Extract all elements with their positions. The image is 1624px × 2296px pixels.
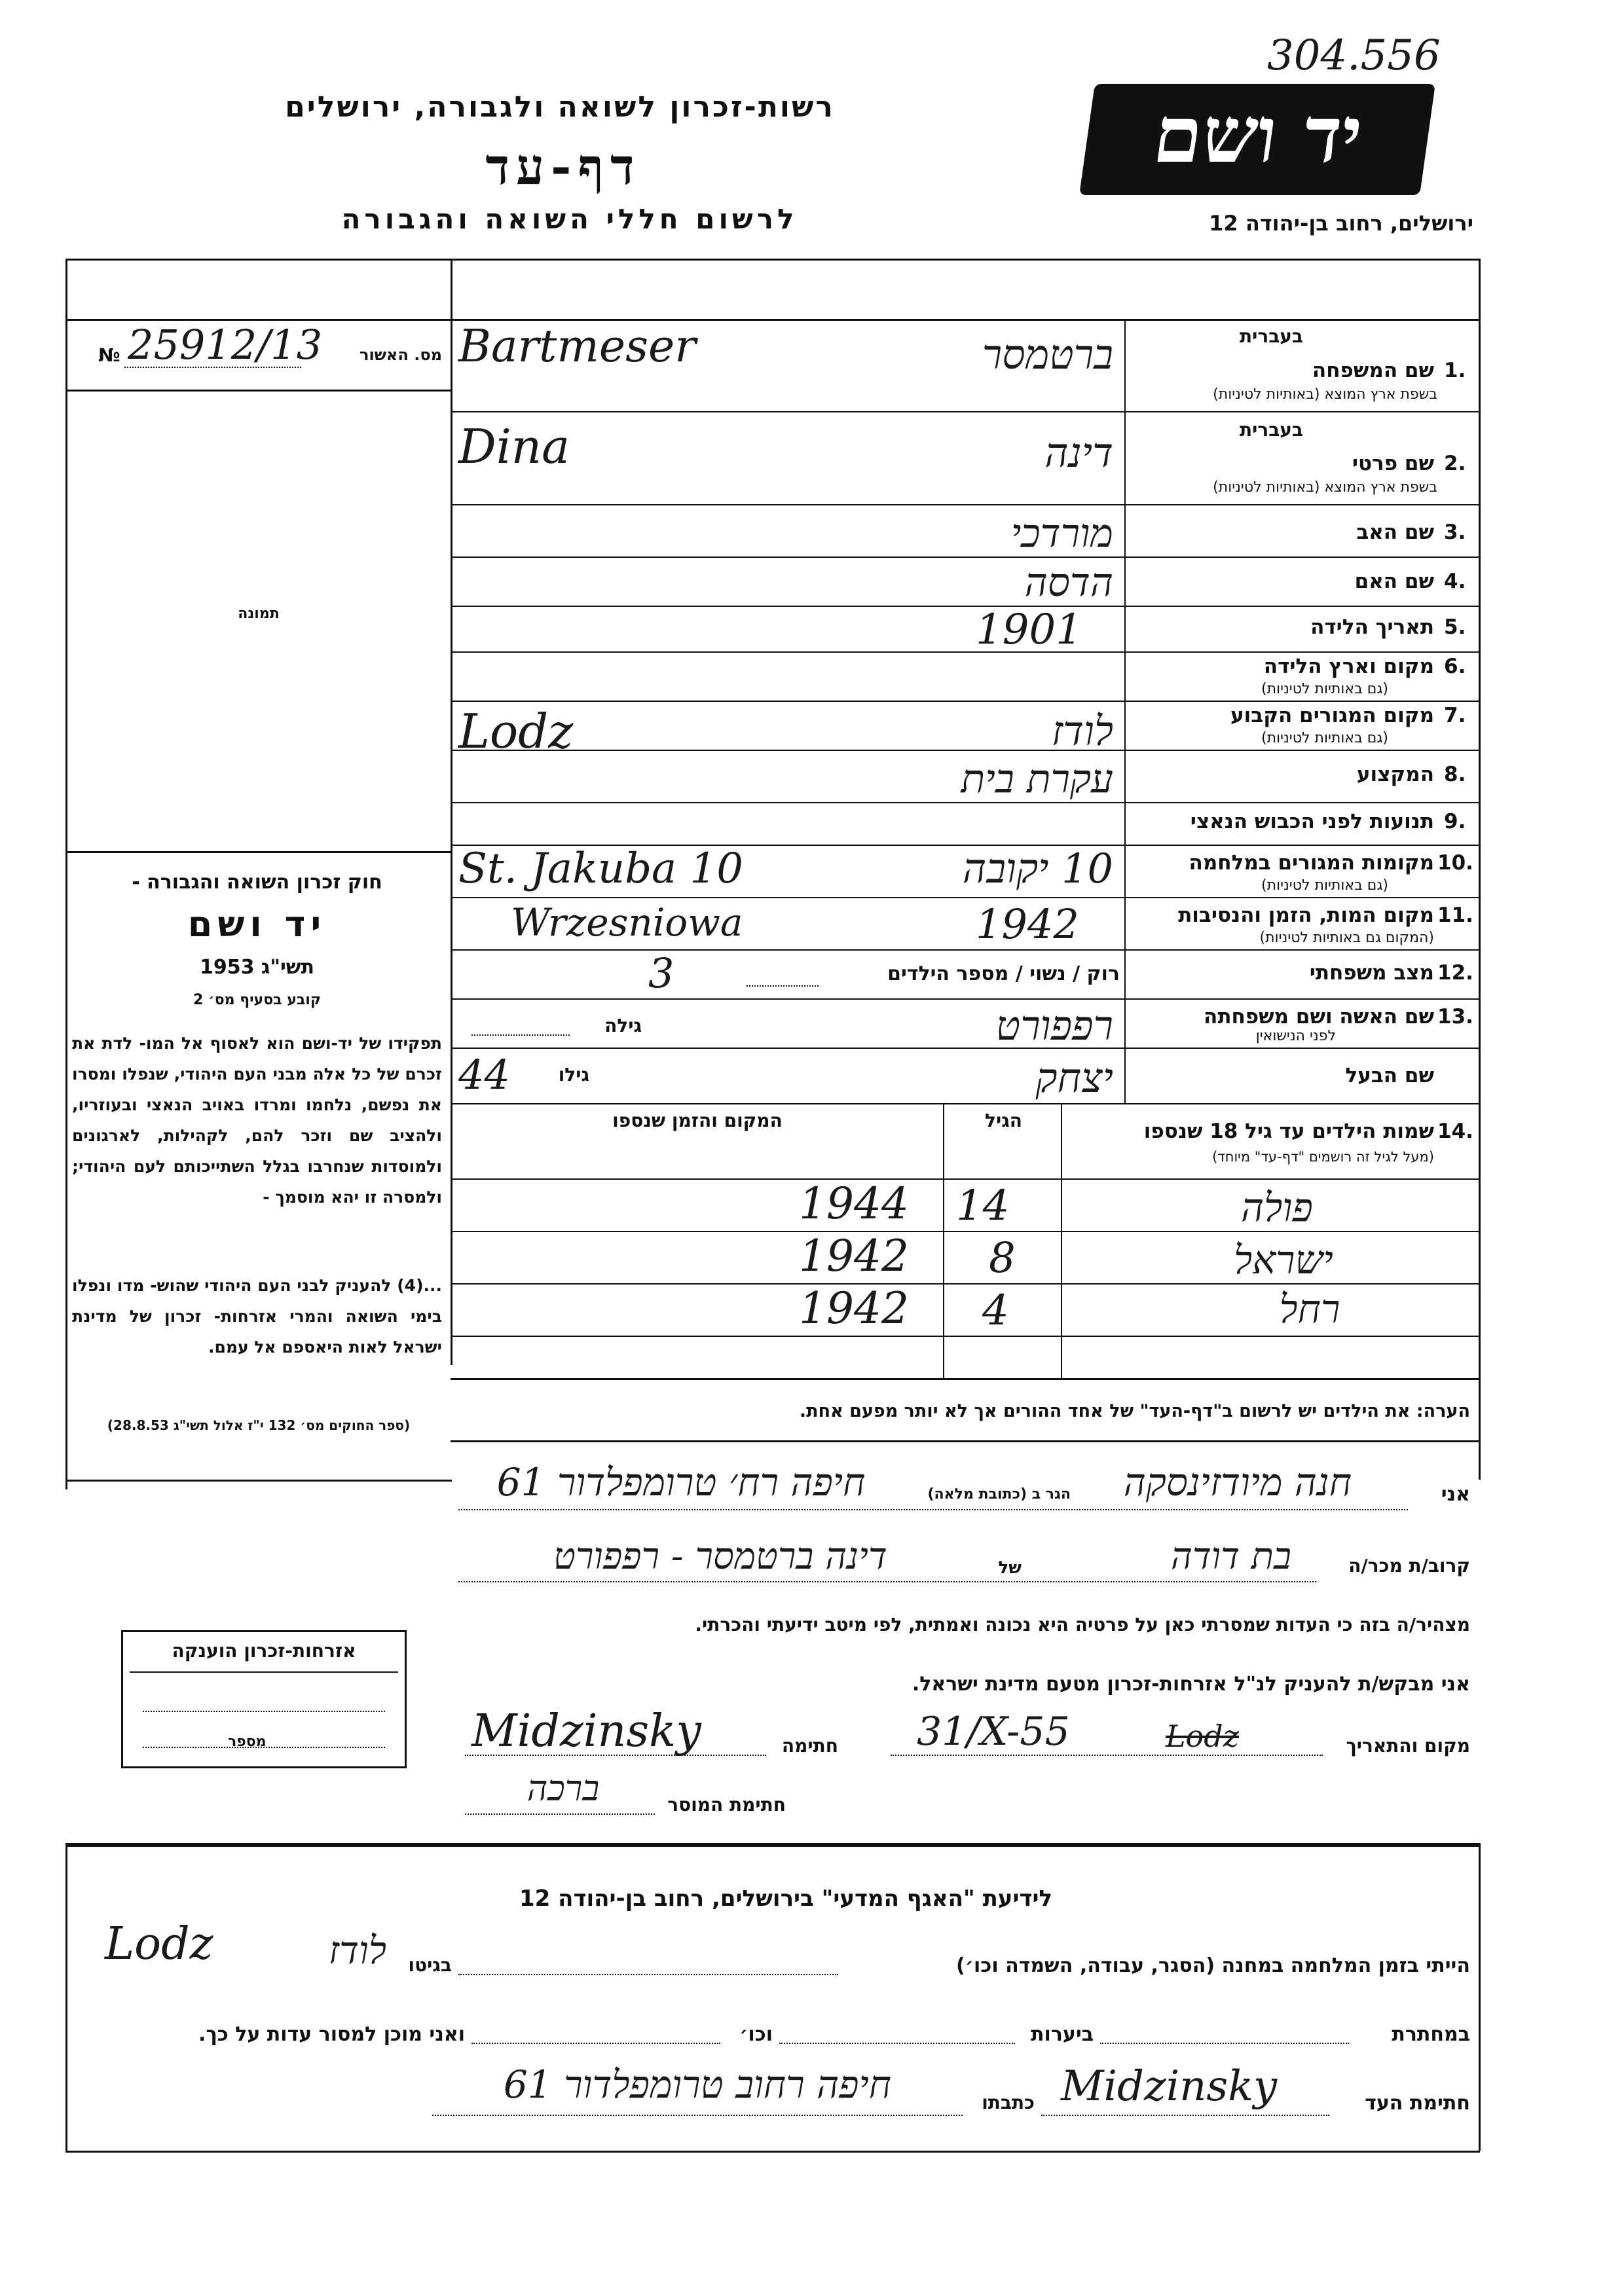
archive-file-number: 304.556 bbox=[1267, 31, 1441, 80]
field-13-label: שם האשה ושם משפחתה bbox=[1204, 1005, 1434, 1029]
field-10-sub: (גם באותיות לטיניות) bbox=[1261, 877, 1388, 894]
child-age: 14 bbox=[956, 1182, 1010, 1230]
husband-age-value: 44 bbox=[458, 1051, 510, 1099]
field-1-latin-value: Bartmeser bbox=[458, 321, 696, 373]
field-3-value: מורדכי bbox=[1010, 511, 1113, 556]
declarant-address: חיפה רח׳ טרומפלדור 61 bbox=[496, 1460, 866, 1504]
child-year: 1942 bbox=[799, 1283, 909, 1334]
signature-label: חתימה bbox=[781, 1735, 838, 1757]
approval-label: מס. האשור bbox=[360, 346, 442, 364]
field-9-num: 9. bbox=[1444, 810, 1466, 833]
law-text-2: ...(4) להעניק לבני העם היהודי שהוש- מדו ונפלו בימי השואה והמרי אזרחות- זכרון של מדינת ישראל לאות היאספם אל עמם. bbox=[72, 1276, 442, 1357]
place-date-value: 31/X-55 bbox=[917, 1709, 1070, 1755]
field-8-num: 8. bbox=[1444, 763, 1466, 786]
field-1-label: שם המשפחה bbox=[1312, 359, 1434, 382]
yad-vashem-logo bbox=[1079, 84, 1435, 195]
ready-to-testify-label: ואני מוכן למסור עדות על כך. bbox=[198, 2023, 465, 2046]
signature-value: Midzinsky bbox=[471, 1705, 701, 1757]
citizenship-stamp-box bbox=[121, 1630, 407, 1768]
stamp-box-title: אזרחות-זכרון הוענקה bbox=[172, 1640, 356, 1662]
of-label: של bbox=[998, 1558, 1022, 1578]
field-2-top: בעברית bbox=[1239, 419, 1303, 441]
declarant-name: חנה מיודזינסקה bbox=[1123, 1460, 1352, 1504]
field-2-hebrew-value: דינה bbox=[1044, 429, 1113, 477]
children-age-header: הגיל bbox=[985, 1110, 1022, 1131]
field-2-latin-value: Dina bbox=[458, 419, 570, 474]
relative-label: קרוב/ת מכר/ה bbox=[1348, 1555, 1470, 1576]
declaration-ani: אני bbox=[1441, 1483, 1470, 1506]
law-name: יד ושם bbox=[187, 903, 327, 945]
officer-sig-value: ברכה bbox=[526, 1768, 600, 1809]
children-count: 3 bbox=[648, 949, 674, 997]
declaration-resides-label: הגר ב (כתובת מלאה) bbox=[927, 1486, 1071, 1503]
field-1-sub: בשפת ארץ המוצא (באותיות לטיניות) bbox=[1213, 386, 1437, 403]
child-year: 1942 bbox=[799, 1231, 909, 1281]
certify-text: מצהיר/ה בזה כי העדות שמסרתי כאן על פרטיה היא נכונה ואמתית, לפי מיטב ידיעתי והכרתי. bbox=[695, 1614, 1470, 1635]
field-7-num: 7. bbox=[1444, 704, 1466, 727]
was-in-camp-label: הייתי בזמן המלחמה במחנה (הסגר, עבודה, השמדה וכו׳) bbox=[956, 1954, 1470, 1977]
field-11-num: 11. bbox=[1437, 903, 1473, 927]
child-name: ישראל bbox=[1234, 1237, 1333, 1283]
forests-label: ביערות bbox=[1031, 2023, 1094, 2046]
field-7-latin-value: Lodz bbox=[458, 704, 574, 759]
field-13-sub: לפני הנישואין bbox=[1255, 1028, 1336, 1044]
field-2-sub: בשפת ארץ המוצא (באותיות לטיניות) bbox=[1213, 479, 1437, 496]
field-11-sub: (המקום גם באותיות לטיניות) bbox=[1259, 930, 1434, 946]
field-10-label: מקומות המגורים במלחמה bbox=[1189, 851, 1434, 875]
place-struck-value: Lodz bbox=[1166, 1719, 1239, 1754]
field-1-top: בעברית bbox=[1239, 325, 1303, 347]
row12-status: רוק / נשוי / מספר הילדים bbox=[887, 962, 1120, 985]
field-4-value: הדסה bbox=[1024, 560, 1113, 606]
field-6-num: 6. bbox=[1444, 655, 1466, 678]
place-date-label: מקום והתאריך bbox=[1346, 1735, 1470, 1757]
field-5-value: 1901 bbox=[976, 606, 1082, 654]
field-8-value: עקרת בית bbox=[961, 756, 1113, 802]
in-ghetto-label: בגיטו bbox=[408, 1954, 452, 1976]
field-6-label: מקום וארץ הלידה bbox=[1263, 655, 1434, 678]
field-10-latin-value: St. Jakuba 10 bbox=[458, 845, 743, 893]
of-value: דינה ברטמסר - רפפורט bbox=[553, 1535, 887, 1578]
request-text: אני מבקש/ת להעניק לנ"ל אזרחות-זכרון מטעם מדינת ישראל. bbox=[912, 1673, 1470, 1696]
children-label: שמות הילדים עד גיל 18 שנספו bbox=[1143, 1120, 1434, 1143]
field-5-num: 5. bbox=[1444, 615, 1466, 639]
authority-line: רשות-זכרון לשואה ולגבורה, ירושלים bbox=[285, 90, 835, 124]
field-12-label: מצב משפחתי bbox=[1309, 961, 1434, 985]
field-3-label: שם האב bbox=[1356, 520, 1434, 544]
husband-name-value: יצחק bbox=[1035, 1054, 1113, 1102]
law-text-1: תפקידו של יד-ושם הוא לאסוף אל המו- לדת את זכרם של כל אלה מבני העם היהודי, שנפלו ומסרו את נפשם, נלחמו ומרדו באויב הנאצי ובעוזריו, ולהציב שם וזכר להם, לקהילות, לארגונים ולמוסדות שנחרבו בגלל השתייכותם לעם היהודי; ולמסרה זו יהא מוסמך - bbox=[72, 1034, 442, 1207]
form-title: דף-עד bbox=[485, 137, 641, 196]
field-1-hebrew-value: ברטמסר bbox=[982, 331, 1113, 378]
maiden-name-value: רפפורט bbox=[995, 1002, 1113, 1049]
ghetto-value: לודז bbox=[328, 1928, 386, 1973]
field-13-num: 13. bbox=[1437, 1005, 1473, 1029]
children-sub: (מעל לגיל זה רושמים "דף-עד" מיוחד) bbox=[1212, 1149, 1434, 1165]
form-subtitle: לרשום חללי השואה והגבורה bbox=[341, 203, 798, 235]
officer-sig-label: חתימת המוסר bbox=[667, 1794, 786, 1815]
field-2-num: 2. bbox=[1444, 452, 1466, 475]
children-place-header: המקום והזמן שנספו bbox=[612, 1110, 783, 1131]
child-name: פולה bbox=[1240, 1185, 1313, 1231]
footer-address-label: כתבתו bbox=[982, 2092, 1035, 2113]
approval-no-mark: № bbox=[98, 344, 120, 366]
approval-number: 25912/13 bbox=[128, 321, 323, 369]
field-1-num: 1. bbox=[1444, 359, 1466, 382]
witness-sig-value: Midzinsky bbox=[1061, 2062, 1278, 2111]
field-12-num: 12. bbox=[1437, 961, 1473, 985]
ghetto-latin-value: Lodz bbox=[105, 1918, 213, 1970]
photo-label: תמונה bbox=[238, 606, 280, 622]
field-9-label: תנועות לפני הכבוש הנאצי bbox=[1190, 810, 1434, 833]
law-title: חוק זכרון השואה והגבורה - bbox=[132, 871, 382, 894]
law-year: תשי"ג 1953 bbox=[199, 956, 315, 979]
etc-label: וכו׳ bbox=[739, 2023, 773, 2046]
law-section: קובע בסעיף מס׳ 2 bbox=[193, 992, 322, 1008]
husband-age-label: גילו bbox=[558, 1064, 589, 1085]
field-4-label: שם האם bbox=[1354, 570, 1434, 593]
child-age: 4 bbox=[982, 1286, 1009, 1335]
field-8-label: המקצוע bbox=[1356, 763, 1434, 786]
child-year: 1944 bbox=[799, 1178, 909, 1229]
field-6-sub: (גם באותיות לטיניות) bbox=[1261, 681, 1388, 697]
field-7-label: מקום המגורים הקבוע bbox=[1230, 704, 1434, 727]
field-10-num: 10. bbox=[1437, 851, 1473, 875]
row13-age-label: גילה bbox=[604, 1015, 642, 1036]
child-name: רחל bbox=[1279, 1286, 1340, 1332]
witness-sig-label: חתימת העד bbox=[1365, 2092, 1470, 2115]
husband-label: שם הבעל bbox=[1345, 1064, 1434, 1087]
field-7-sub: (גם באותיות לטיניות) bbox=[1261, 730, 1388, 746]
stamp-box-number-label: מספר bbox=[228, 1734, 267, 1750]
logo-text: יד ושם bbox=[1148, 89, 1368, 180]
address-line: ירושלים, רחוב בן-יהודה 12 bbox=[1209, 211, 1473, 236]
footer-address-value: חיפה רחוב טרומפלדור 61 bbox=[503, 2062, 892, 2107]
footer-info-title: לידיעת "האגף המדעי" בירושלים, רחוב בן-יהודה 12 bbox=[519, 1886, 1053, 1912]
law-source: (ספר החוקים מס׳ 132 י"ז אלול תשי"ג 28.8.53) bbox=[107, 1417, 411, 1433]
field-5-label: תאריך הלידה bbox=[1310, 615, 1434, 639]
children-num: 14. bbox=[1437, 1120, 1473, 1143]
field-4-num: 4. bbox=[1444, 570, 1466, 593]
field-2-label: שם פרטי bbox=[1352, 452, 1434, 475]
hiding-label: במחתרת bbox=[1392, 2023, 1470, 2046]
relation-value: בת דודה bbox=[1171, 1535, 1291, 1578]
field-7-hebrew-value: לודז bbox=[1051, 707, 1113, 755]
field-11-latin-value: Wrzesniowa bbox=[511, 900, 743, 945]
field-3-num: 3. bbox=[1444, 520, 1466, 544]
note-text: הערה: את הילדים יש לרשום ב"דף-העד" של אחד ההורים אך לא יותר מפעם אחת. bbox=[799, 1401, 1470, 1421]
field-10-hebrew-value: 10 יקובה bbox=[962, 845, 1113, 892]
field-11-label: מקום המות, הזמן והנסיבות bbox=[1178, 903, 1434, 927]
child-age: 8 bbox=[989, 1234, 1016, 1283]
field-11-year-value: 1942 bbox=[976, 900, 1079, 948]
